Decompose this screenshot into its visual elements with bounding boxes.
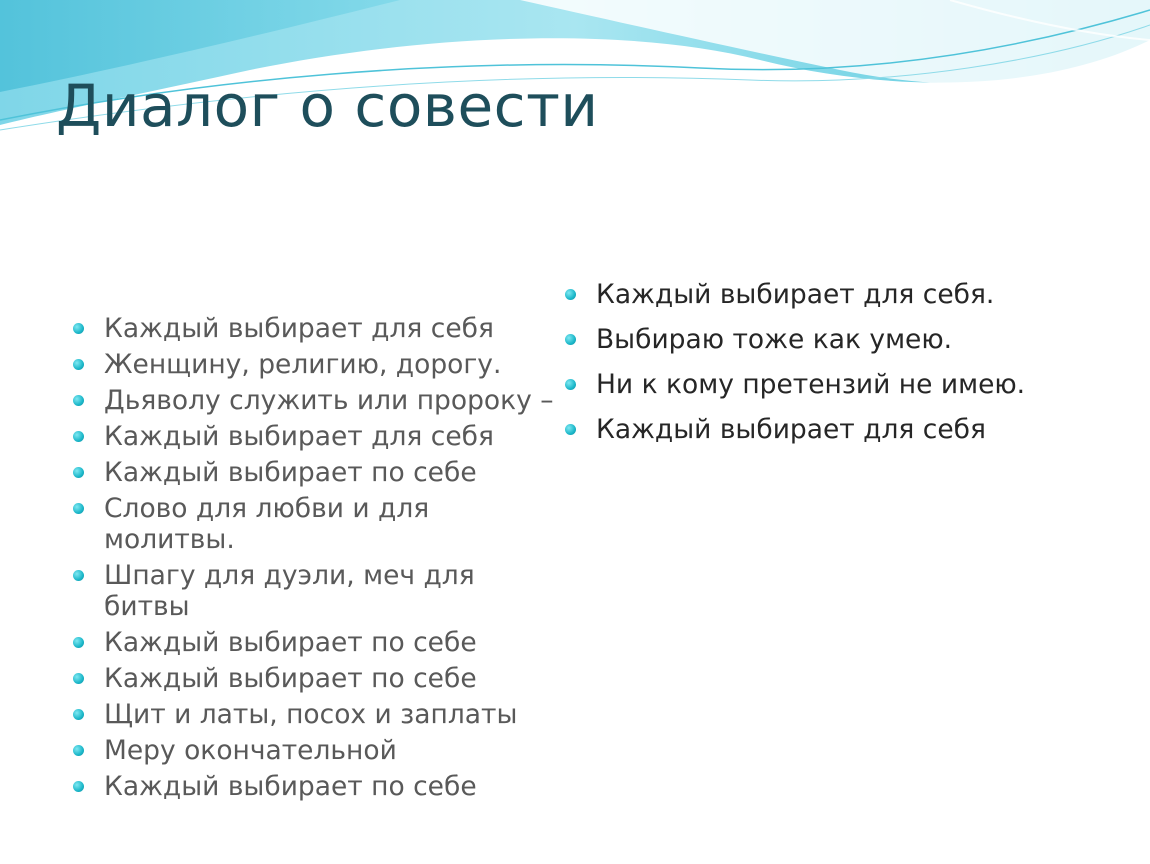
list-item: Каждый выбирает по себе bbox=[70, 457, 560, 488]
list-item: Меру окончательной bbox=[70, 735, 560, 766]
page-title: Диалог о совести bbox=[56, 72, 599, 140]
list-item: Каждый выбирает для себя bbox=[70, 313, 560, 344]
list-item: Каждый выбирает по себе bbox=[70, 771, 560, 802]
list-item: Выбираю тоже как умею. bbox=[562, 323, 1122, 356]
list-item: Слово для любви и для молитвы. bbox=[70, 493, 560, 555]
left-bullet-list bbox=[70, 313, 560, 807]
right-bullet-list bbox=[562, 278, 1122, 458]
list-item: Шпагу для дуэли, меч для битвы bbox=[70, 560, 560, 622]
list-item: Каждый выбирает для себя. bbox=[562, 278, 1122, 311]
list-item: Каждый выбирает для себя bbox=[70, 421, 560, 452]
list-item: Каждый выбирает для себя bbox=[562, 413, 1122, 446]
list-item: Ни к кому претензий не имею. bbox=[562, 368, 1122, 401]
list-item: Каждый выбирает по себе bbox=[70, 627, 560, 658]
list-item: Женщину, религию, дорогу. bbox=[70, 349, 560, 380]
list-item: Каждый выбирает по себе bbox=[70, 663, 560, 694]
list-item: Дьяволу служить или пророку – bbox=[70, 385, 560, 416]
list-item: Щит и латы, посох и заплаты bbox=[70, 699, 560, 730]
